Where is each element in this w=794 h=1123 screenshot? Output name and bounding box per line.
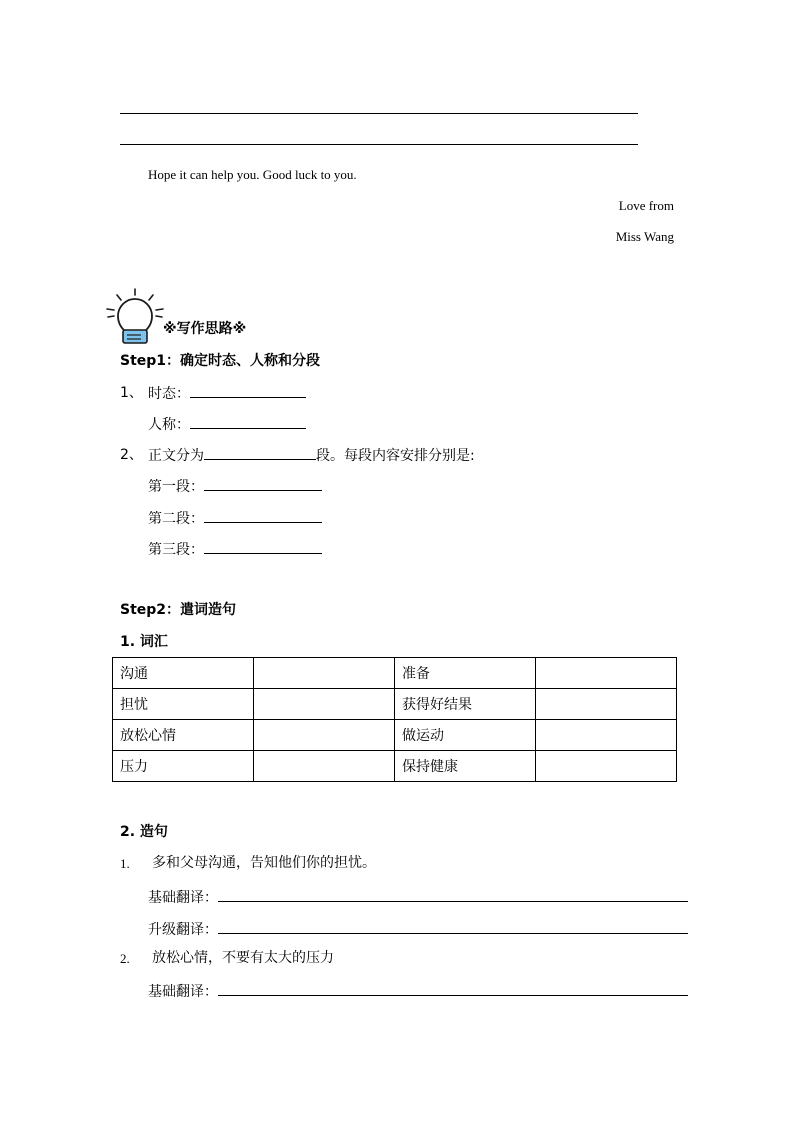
para-count-blank[interactable] — [204, 445, 316, 460]
vocab-answer-cell[interactable] — [254, 720, 395, 751]
table-row — [113, 720, 677, 751]
s1-advanced-row — [148, 917, 688, 940]
table-row — [113, 658, 677, 689]
sentence-heading: 2. 造句 — [120, 824, 168, 840]
writing-line-1 — [120, 113, 638, 114]
para-prefix: 正文分为 — [148, 448, 204, 464]
vocab-table — [112, 657, 677, 782]
sentence1-text: 多和父母沟通，告知他们你的担忧。 — [152, 855, 376, 871]
s2-basic-label: 基础翻译： — [148, 984, 218, 1000]
vocab-cell: 沟通 — [113, 658, 254, 689]
para3-blank[interactable] — [204, 539, 322, 554]
para3-label: 第三段： — [148, 542, 204, 558]
vocab-answer-cell[interactable] — [536, 658, 677, 689]
sign-name: Miss Wang — [615, 229, 674, 244]
vocab-answer-cell[interactable] — [254, 751, 395, 782]
paragraph-count-row — [148, 445, 475, 466]
tense-blank[interactable] — [190, 383, 306, 398]
step1-title: Step1：确定时态、人称和分段 — [120, 353, 321, 369]
section-title: ※写作思路※ — [163, 321, 247, 337]
vocab-cell: 获得好结果 — [395, 689, 536, 720]
s1-advanced-line[interactable] — [218, 917, 688, 934]
person-label: 人称： — [148, 417, 190, 433]
tense-label: 时态： — [148, 386, 190, 402]
lightbulb-icon — [104, 286, 166, 348]
sentence1-num: 1. — [120, 856, 130, 871]
para1-row — [148, 476, 322, 497]
para-suffix: 段。每段内容安排分别是: — [316, 448, 475, 464]
s2-basic-row — [148, 979, 688, 1002]
vocab-answer-cell[interactable] — [536, 720, 677, 751]
vocab-answer-cell[interactable] — [254, 658, 395, 689]
vocab-answer-cell[interactable] — [536, 751, 677, 782]
vocab-cell: 准备 — [395, 658, 536, 689]
para1-blank[interactable] — [204, 476, 322, 491]
person-row — [148, 414, 306, 435]
closing-line: Hope it can help you. Good luck to you. — [148, 167, 357, 182]
para2-row — [148, 508, 322, 529]
writing-line-2 — [120, 144, 638, 145]
s2-basic-line[interactable] — [218, 979, 688, 996]
step1-item1-num: 1、 — [120, 385, 143, 401]
s1-basic-row — [148, 885, 688, 908]
vocab-cell: 压力 — [113, 751, 254, 782]
step2-title: Step2：遣词造句 — [120, 602, 237, 618]
table-row — [113, 751, 677, 782]
sentence2-text: 放松心情，不要有太大的压力 — [152, 950, 334, 966]
sign-love: Love from — [618, 198, 674, 213]
s1-basic-line[interactable] — [218, 885, 688, 902]
vocab-cell: 担忧 — [113, 689, 254, 720]
vocab-answer-cell[interactable] — [536, 689, 677, 720]
para1-label: 第一段： — [148, 479, 204, 495]
step1-item2-num: 2、 — [120, 447, 143, 463]
s1-advanced-label: 升级翻译： — [148, 922, 218, 938]
vocab-cell: 做运动 — [395, 720, 536, 751]
para3-row — [148, 539, 322, 560]
vocab-cell: 保持健康 — [395, 751, 536, 782]
para2-blank[interactable] — [204, 508, 322, 523]
s1-basic-label: 基础翻译： — [148, 890, 218, 906]
tense-row — [148, 383, 306, 404]
vocab-heading: 1. 词汇 — [120, 634, 168, 650]
para2-label: 第二段： — [148, 511, 204, 527]
sentence2-num: 2. — [120, 951, 130, 966]
person-blank[interactable] — [190, 414, 306, 429]
vocab-cell: 放松心情 — [113, 720, 254, 751]
table-row — [113, 689, 677, 720]
vocab-answer-cell[interactable] — [254, 689, 395, 720]
